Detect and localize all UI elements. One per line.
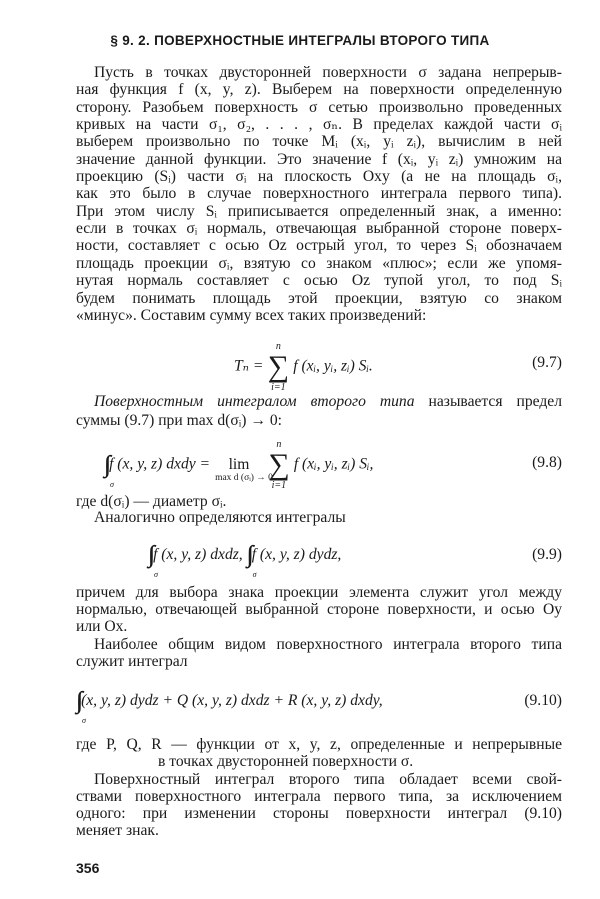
text-line: значение данной функции. Это значение f (xᵢ, yᵢ zᵢ) умножим на [76, 151, 562, 168]
equation-number: (9.8) [532, 454, 562, 471]
text: называется предел [428, 393, 562, 410]
integral-domain: σ [110, 479, 114, 489]
text-line: где d(σᵢ) — диаметр σᵢ. [76, 493, 227, 510]
text-line: Аналогично определяются интегралы [94, 509, 346, 526]
limit [214, 455, 273, 483]
text-line: сторону. Разобьем поверхность σ сетью произвольно проведенных [76, 99, 562, 116]
page-number: 356 [76, 860, 100, 876]
lim-label: lim [228, 455, 250, 473]
definition-line [94, 393, 562, 411]
sum-lower: i=1 [271, 480, 287, 491]
text-line: если в точках σᵢ нормаль, отвечающая выбранной стороне поверх- [76, 220, 562, 237]
double-integral-icon: ∫∫ σ [104, 451, 114, 489]
text-line: суммы (9.7) при max d(σᵢ) → 0: [76, 412, 282, 429]
text-line: При этом числу Sᵢ приписывается определенный знак, а именно: [76, 203, 562, 220]
text-line: выберем произвольно по точке Mᵢ (xᵢ, yᵢ zᵢ), вычислим в ней [76, 133, 562, 150]
sum-symbol: ∑ n i=1 [267, 341, 290, 393]
text-line: кривых на части σ₁, σ₂, . . . , σₙ. В пределах каждой части σᵢ [76, 116, 562, 133]
eq-part: f (x, y, z) dxdz, [153, 546, 243, 564]
double-integral-icon: ∫∫ σ [246, 542, 257, 579]
defined-term: Поверхностным интегралом второго типа [94, 393, 415, 410]
text-line: площадь проекции σᵢ, взятую со знаком «плюс»; если же упомя- [76, 255, 562, 272]
sum-upper: n [276, 439, 282, 450]
text-line: проекцию (Sᵢ) части σᵢ на плоскость Oxy (а не на площадь σᵢ, [76, 168, 562, 185]
text-line: как это было в случае поверхностного интеграла первого типа). [76, 185, 562, 202]
double-integral-icon: ∫∫ σ [148, 542, 158, 579]
sum-symbol: ∑ n i=1 [268, 439, 290, 491]
text-line: нормалью, отвечающей выбранной стороне поверхности, и осью Oy [76, 601, 562, 618]
text-line: ствами поверхностного интеграла первого типа, за исключением [76, 788, 562, 805]
eq-rhs: f (xᵢ, yᵢ, zᵢ) Sᵢ, [293, 455, 374, 473]
equation-9-10 [0, 680, 600, 725]
eq-part: f (x, y, z) dydz, [251, 546, 342, 564]
equation-number: (9.7) [532, 354, 562, 371]
text-line: ная функция f (x, y, z). Выберем на поверхности определенную [76, 81, 562, 98]
sum-lower: i=1 [271, 382, 286, 393]
text-line: нутая нормаль составляет с осью Oz тупой угол, то под Sᵢ [76, 272, 562, 289]
integral-domain: σ [252, 570, 257, 579]
section-title: § 9. 2. ПОВЕРХНОСТНЫЕ ИНТЕГРАЛЫ ВТОРОГО ТИПА [110, 33, 490, 48]
text-line: ности, составляет с осью Oz острый угол, то через Sᵢ обозначаем [76, 237, 562, 254]
equation-9-8 [0, 439, 600, 491]
eq-rhs: f (xᵢ, yᵢ, zᵢ) Sᵢ. [293, 357, 373, 375]
integral-domain: σ [154, 570, 158, 579]
text-line: одного: при изменении стороны поверхности интеграл (9.10) [76, 805, 562, 822]
text-line: причем для выбора знака проекции элемента служит угол между [76, 584, 562, 601]
eq-body: (x, y, z) dydz + Q (x, y, z) dxdz + R (x, y, z) dxdy, [81, 692, 383, 710]
text-line: Наиболее общим видом поверхностного интеграла второго типа [94, 636, 562, 653]
text-line: где P, Q, R — функции от x, y, z, определенные и непрерывные [76, 736, 562, 753]
text-line: служит интеграл [76, 653, 188, 670]
text-line: Пусть в точках двусторонней поверхности σ задана непрерыв- [94, 64, 562, 81]
equation-number: (9.9) [532, 546, 562, 563]
text-line: «минус». Составим сумму всех таких произведений: [76, 307, 427, 324]
text-line: меняет знак. [76, 822, 159, 839]
text-line: будем понимать площадь этой проекции, взятую со знаком [76, 290, 562, 307]
sum-upper: n [275, 341, 281, 352]
text-line: в точках двусторонней поверхности σ. [158, 753, 414, 770]
equation-number: (9.10) [524, 692, 562, 709]
lim-subscript: max d (σᵢ) → 0 [215, 472, 273, 483]
text-line: или Ox. [76, 618, 128, 635]
text-line: Поверхностный интеграл второго типа обладает всеми свой- [94, 771, 562, 788]
double-integral-icon: ∫∫ σ [76, 688, 86, 725]
integral-domain: σ [82, 716, 86, 725]
equation-9-7 [0, 341, 600, 393]
eq-lhs: f (x, y, z) dxdy = [109, 455, 211, 473]
eq-lhs: Tₙ = [234, 357, 264, 375]
equation-9-9 [0, 534, 600, 579]
